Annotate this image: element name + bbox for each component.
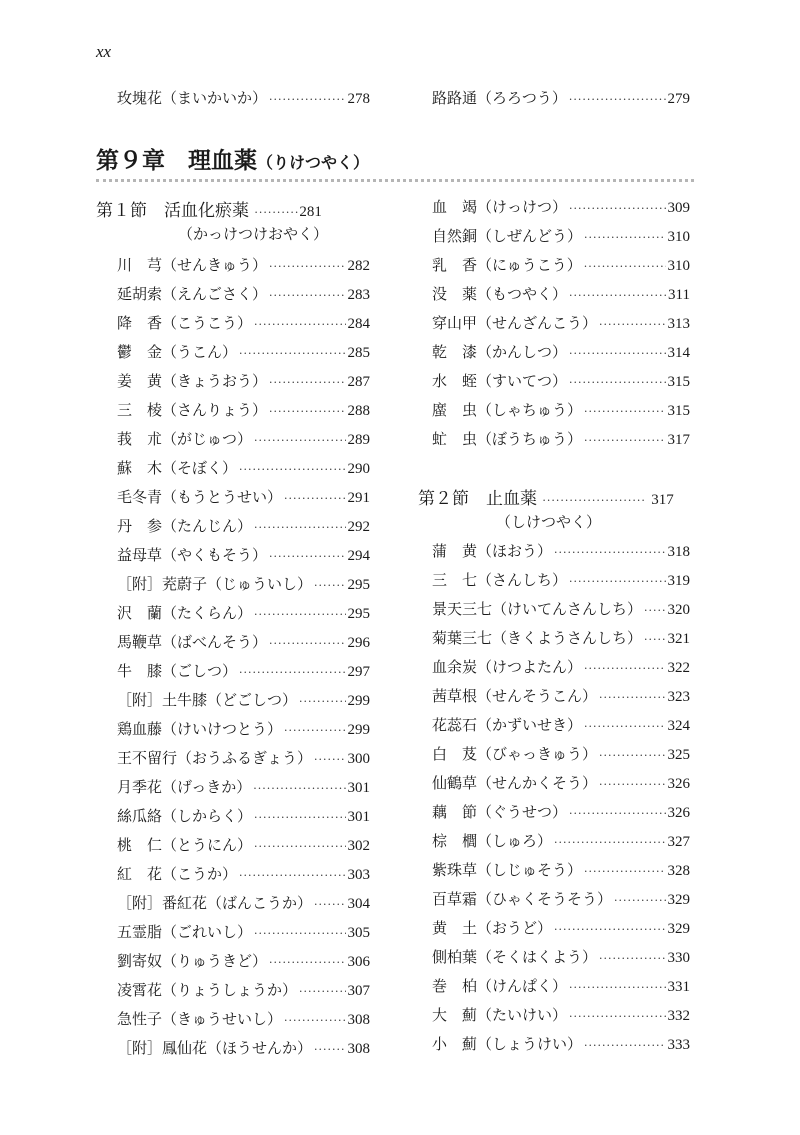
entry-page: 301 [347,780,370,796]
dot-leader [314,745,345,774]
dot-leader [569,1002,665,1031]
section-1-title: 第１節 活血化瘀薬 [96,201,249,221]
toc-entry [432,396,690,425]
entry-label: 蘇 木（そぼく） [117,459,238,477]
entry-label: 姜 黄（きょうおう） [117,372,268,390]
entry-label: 降 香（こうこう） [117,314,253,332]
dot-leader [254,832,345,861]
entry-page: 333 [667,1037,690,1053]
toc-entry [117,396,370,425]
entry-page: 302 [347,838,370,854]
entry-page: 295 [347,606,370,622]
entry-label: 白 芨（びゃっきゅう） [432,745,598,763]
entry-page: 330 [667,950,690,966]
section-1-reading: （かっけつけおやく） [178,225,329,243]
entry-label: 絲瓜絡（しからく） [117,807,253,825]
entry-label: 蒲 黄（ほおう） [432,542,553,560]
entry-label: 穿山甲（せんざんこう） [432,314,598,332]
entry-label: 血余炭（けつよたん） [432,658,583,676]
entry-label: 沢 蘭（たくらん） [117,604,253,622]
entry-page: 315 [667,403,690,419]
entry-label: 牛 膝（ごしつ） [117,662,238,680]
entry-label: 五霊脂（ごれいし） [117,923,253,941]
entry-label: 益母草（やくもそう） [117,546,268,564]
section-1-page: 281 [299,204,322,220]
entry-page: 283 [347,287,370,303]
toc-entry [117,541,370,570]
entry-page: 296 [347,635,370,651]
dot-leader [254,310,345,339]
toc-entry [432,624,690,653]
dot-leader [554,915,665,944]
dot-leader [599,683,665,712]
dot-leader [569,194,665,223]
toc-entry [432,827,690,856]
dot-leader [584,857,665,886]
toc-entry [117,280,370,309]
dot-leader [269,368,345,397]
toc-entry [117,425,370,454]
entry-page: 305 [347,925,370,941]
dot-leader [569,85,666,114]
dot-leader [599,310,665,339]
entry-page: 291 [347,490,370,506]
toc-entry [117,918,370,947]
entry-page: 303 [347,867,370,883]
entry-label: 景天三七（けいてんさんしち） [432,600,643,618]
entry-label: 馬鞭草（ばべんそう） [117,633,268,651]
entry-label: 三 七（さんしち） [432,571,568,589]
toc-entry [117,1005,370,1034]
entry-label: 自然銅（しぜんどう） [432,227,583,245]
toc-entry [117,715,370,744]
dot-leader [253,774,345,803]
toc-entry [432,425,690,454]
entry-label: 䗪 虫（しゃちゅう） [432,401,583,419]
toc-entry [432,537,690,566]
entry-label: 虻 虫（ぼうちゅう） [432,430,583,448]
entry-page: 287 [347,374,370,390]
entry-label: ［附］鳳仙花（ほうせんか） [117,1039,313,1057]
dot-leader [584,654,665,683]
entry-page: 309 [667,200,690,216]
entry-label: 棕 櫚（しゅろ） [432,832,553,850]
entry-label: 川 芎（せんきゅう） [117,256,268,274]
toc-entry [432,769,690,798]
entry-label: 側柏葉（そくはくよう） [432,948,598,966]
entry-label: 黄 土（おうど） [432,919,553,937]
toc-entry [117,309,370,338]
entry-label: 莪 朮（がじゅつ） [117,430,253,448]
entry-page: 329 [667,892,690,908]
entry-page: 332 [667,1008,690,1024]
entry-page: 314 [667,345,690,361]
toc-entry [117,657,370,686]
chapter-reading: （りけつやく） [257,153,370,172]
toc-entry [432,1030,690,1059]
entry-page: 321 [667,631,690,647]
toc-entry [117,860,370,889]
entry-label: 小 薊（しょうけい） [432,1035,583,1053]
dot-leader [569,567,665,596]
dot-leader [569,339,665,368]
dot-leader [239,455,345,484]
entry-page: 323 [667,689,690,705]
toc-entry [117,483,370,512]
entry-label: 水 蛭（すいてつ） [432,372,568,390]
entry-label: 急性子（きゅうせいし） [117,1010,283,1028]
section-1-heading [96,196,328,244]
section-2-title: 第２節 止血薬 [418,489,537,509]
dot-leader [269,948,345,977]
toc-entry [117,628,370,657]
dot-leader [299,977,345,1006]
dot-leader [269,85,345,114]
entry-page: 299 [347,722,370,738]
toc-entry [432,338,690,367]
section-2-page: 317 [651,492,674,508]
entry-page: 301 [347,809,370,825]
dot-leader [269,629,345,658]
dot-leader [254,600,345,629]
dot-leader: ······················· [542,494,646,507]
dot-leader: ·········· [254,206,300,219]
entry-page: 306 [347,954,370,970]
entry-page: 310 [667,229,690,245]
entry-label: 仙鶴草（せんかくそう） [432,774,598,792]
entry-page: 299 [347,693,370,709]
toc-entry [432,595,690,624]
entry-page: 327 [667,834,690,850]
entry-label: 菊葉三七（きくようさんしち） [432,629,643,647]
dot-leader [584,397,665,426]
entry-page: 320 [667,602,690,618]
dot-leader [254,919,345,948]
entry-page: 317 [667,432,690,448]
dot-leader [554,538,665,567]
section-2-reading: （しけつやく） [496,513,602,531]
entry-page: 325 [667,747,690,763]
dot-leader [269,252,345,281]
toc-entry [117,744,370,773]
entry-label: 凌霄花（りょうしょうか） [117,981,298,999]
dot-leader [254,426,345,455]
toc-entry [117,831,370,860]
toc-entry [432,251,690,280]
chapter-title: 第９章 理血薬 [96,147,257,174]
entry-page: 308 [347,1012,370,1028]
entry-page: 329 [667,921,690,937]
dot-leader [584,223,665,252]
entry-page: 322 [667,660,690,676]
toc-entry-top-left [117,84,370,113]
entry-label: 百草霜（ひゃくそうそう） [432,890,613,908]
page-number: xx [96,42,112,61]
toc-entry [432,914,690,943]
entry-page: 331 [667,979,690,995]
section-1-list [117,251,370,1063]
section-2-list [432,537,690,1059]
toc-entry [432,193,690,222]
entry-page: 290 [347,461,370,477]
dot-leader [569,973,665,1002]
dot-leader [284,716,345,745]
toc-entry [117,512,370,541]
entry-page: 282 [347,258,370,274]
dot-leader [644,596,665,625]
dot-leader [614,886,665,915]
entry-page: 294 [347,548,370,564]
dot-leader [584,1031,665,1060]
entry-page: 289 [347,432,370,448]
entry-label: 紫珠草（しじゅそう） [432,861,583,879]
dot-leader [239,339,345,368]
entry-label: 桃 仁（とうにん） [117,836,253,854]
toc-entry [432,943,690,972]
dot-leader [284,484,345,513]
entry-page: 311 [668,287,690,303]
toc-entry [432,653,690,682]
toc-entry [432,367,690,396]
entry-page: 307 [347,983,370,999]
entry-page: 288 [347,403,370,419]
entry-label: 延胡索（えんごさく） [117,285,268,303]
entry-page: 279 [667,91,690,107]
entry-page: 300 [347,751,370,767]
entry-label: 乳 香（にゅうこう） [432,256,582,274]
toc-entry [117,773,370,802]
toc-entry [432,972,690,1001]
entry-label: ［附］土牛膝（どごしつ） [117,691,298,709]
entry-page: 310 [667,258,690,274]
section-1-list-continued [432,193,690,454]
entry-label: 乾 漆（かんしつ） [432,343,568,361]
dot-leader [599,944,665,973]
dot-leader [269,281,345,310]
entry-page: 326 [667,776,690,792]
dot-leader [314,1035,345,1064]
entry-page: 285 [347,345,370,361]
toc-entry [117,338,370,367]
entry-page: 292 [347,519,370,535]
entry-label: 劉寄奴（りゅうきど） [117,952,268,970]
dot-leader [269,542,345,571]
entry-label: 巻 柏（けんぱく） [432,977,568,995]
entry-page: 318 [667,544,690,560]
entry-page: 278 [347,91,370,107]
dot-leader [584,712,665,741]
entry-label: 三 棱（さんりょう） [117,401,268,419]
entry-page: 297 [347,664,370,680]
entry-page: 315 [667,374,690,390]
entry-page: 328 [667,863,690,879]
toc-entry [432,222,690,251]
entry-page: 319 [667,573,690,589]
entry-label: 血 竭（けっけつ） [432,198,568,216]
dot-leader [254,513,345,542]
entry-label: ［附］番紅花（ばんこうか） [117,894,313,912]
dot-leader [254,803,345,832]
toc-entry [117,367,370,396]
dot-leader [554,828,665,857]
dot-leader [314,890,345,919]
entry-page: 304 [347,896,370,912]
entry-label: 鶏血藤（けいけつとう） [117,720,283,738]
toc-entry [117,802,370,831]
entry-page: 326 [667,805,690,821]
toc-entry [117,599,370,628]
entry-page: 284 [347,316,370,332]
entry-page: 324 [667,718,690,734]
toc-entry [117,976,370,1005]
entry-label: 大 薊（たいけい） [432,1006,568,1024]
toc-entry [117,889,370,918]
dot-leader [569,799,665,828]
toc-entry [432,309,690,338]
chapter-heading [96,142,369,175]
entry-label: 花蕊石（かずいせき） [432,716,583,734]
entry-page: 308 [347,1041,370,1057]
toc-entry [432,280,690,309]
entry-label: 茜草根（せんそうこん） [432,687,598,705]
entry-label: 藕 節（ぐうせつ） [432,803,568,821]
entry-label: 紅 花（こうか） [117,865,238,883]
chapter-divider [96,179,694,182]
entry-label: 没 薬（もつやく） [432,285,568,303]
toc-entry [432,1001,690,1030]
toc-entry [117,454,370,483]
dot-leader [569,368,665,397]
dot-leader [599,770,665,799]
toc-entry [432,711,690,740]
dot-leader [239,658,345,687]
dot-leader [284,1006,345,1035]
entry-label: 王不留行（おうふるぎょう） [117,749,313,767]
toc-entry [432,740,690,769]
dot-leader [569,281,666,310]
dot-leader [644,625,665,654]
entry-label: ［附］茺蔚子（じゅういし） [117,575,313,593]
entry-label: 丹 参（たんじん） [117,517,253,535]
dot-leader [599,741,665,770]
entry-label: 毛冬青（もうとうせい） [117,488,283,506]
toc-entry [432,682,690,711]
dot-leader [239,861,345,890]
dot-leader [584,252,666,281]
dot-leader [584,426,665,455]
entry-page: 313 [667,316,690,332]
section-2-heading [418,484,674,532]
dot-leader [269,397,345,426]
dot-leader [299,687,345,716]
entry-label: 路路通（ろろつう） [432,89,567,107]
toc-entry [432,566,690,595]
entry-label: 玫塊花（まいかいか） [117,89,268,107]
entry-label: 月季花（げっきか） [117,778,252,796]
entry-label: 鬱 金（うこん） [117,343,238,361]
toc-entry [117,251,370,280]
dot-leader [314,571,345,600]
entry-page: 295 [347,577,370,593]
toc-entry [432,856,690,885]
toc-entry [432,798,690,827]
toc-entry [117,570,370,599]
toc-entry-top-right [432,84,690,113]
toc-entry [117,686,370,715]
toc-entry [117,1034,370,1063]
toc-entry [117,947,370,976]
toc-entry [432,885,690,914]
